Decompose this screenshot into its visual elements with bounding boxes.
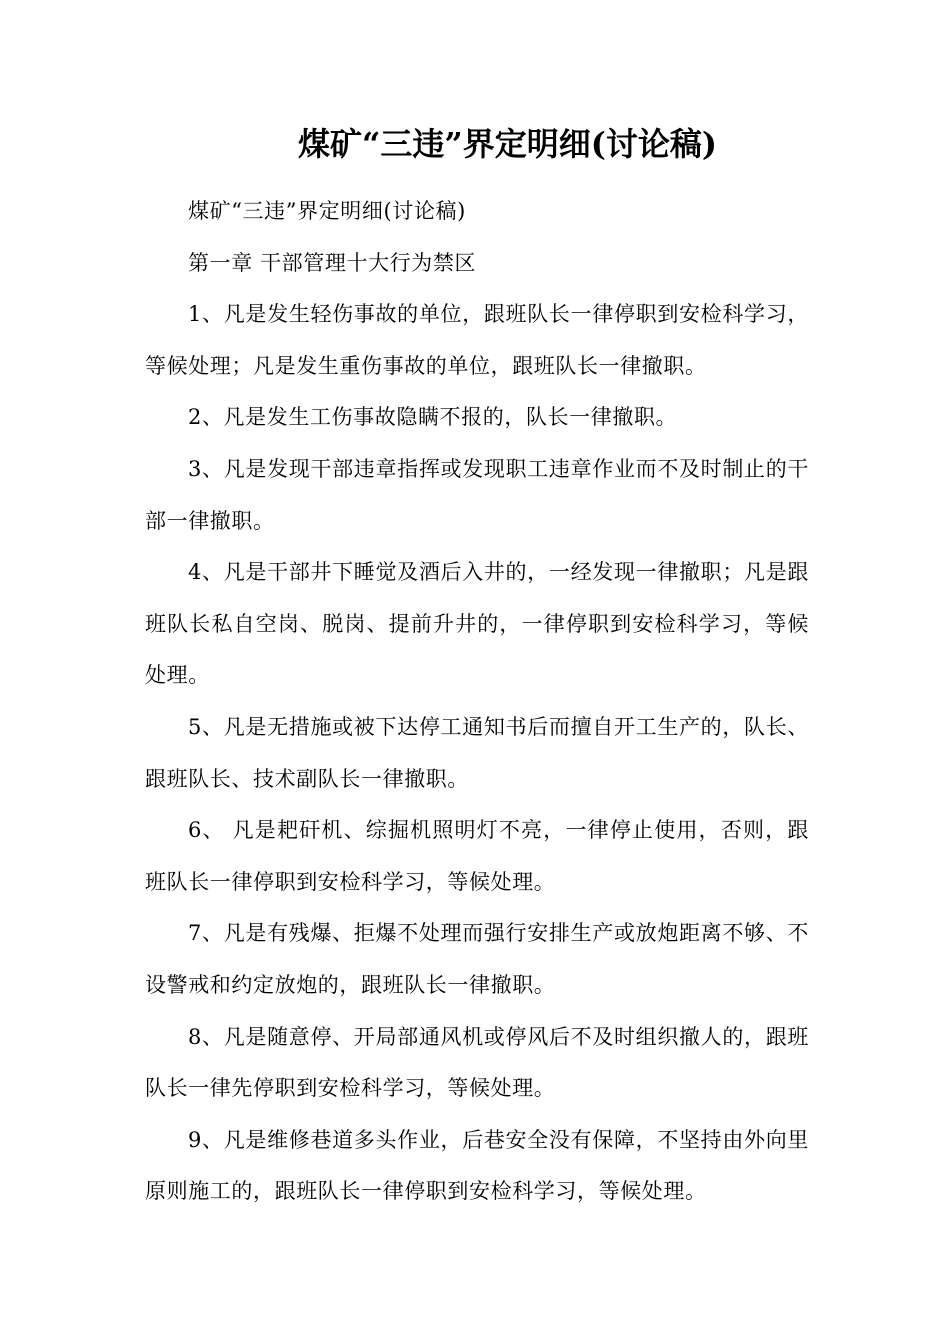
paragraph-item-5: 5、凡是无措施或被下达停工通知书后而擅自开工生产的，队长、跟班队长、技术副队长一律撤职。 xyxy=(145,714,809,791)
paragraph-item-4: 4、凡是干部井下睡觉及酒后入井的，一经发现一律撤职；凡是跟班队长私自空岗、脱岗、提前升井的，一律停职到安检科学习，等候处理。 xyxy=(145,560,809,688)
paragraph-item-8: 8、凡是随意停、开局部通风机或停风后不及时组织撤人的，跟班队长一律先停职到安检科学习，等候处理。 xyxy=(145,1024,809,1101)
paragraph-item-9: 9、凡是维修巷道多头作业，后巷安全没有保障，不坚持由外向里原则施工的，跟班队长一律停职到安检科学习，等候处理。 xyxy=(145,1127,809,1204)
paragraph-subtitle: 煤矿“三违”界定明细(讨论稿) xyxy=(188,199,466,223)
document-title: 煤矿“三违”界定明细(讨论稿) xyxy=(297,125,718,163)
paragraph-item-7: 7、凡是有残爆、拒爆不处理而强行安排生产或放炮距离不够、不设警戒和约定放炮的，跟班队长一律撤职。 xyxy=(145,921,809,997)
paragraph-item-6: 6、 凡是耙矸机、综掘机照明灯不亮，一律停止使用，否则，跟班队长一律停职到安检科学习，等候处理。 xyxy=(145,818,809,894)
paragraph-item-3: 3、凡是发现干部违章指挥或发现职工违章作业而不及时制止的干部一律撤职。 xyxy=(145,456,809,533)
document-body xyxy=(145,186,809,1218)
paragraph-chapter-heading: 第一章 干部管理十大行为禁区 xyxy=(188,250,477,275)
paragraph-item-2: 2、凡是发生工伤事故隐瞒不报的，队长一律撤职。 xyxy=(188,405,678,430)
paragraph-item-1: 1、凡是发生轻伤事故的单位，跟班队长一律停职到安检科学习，等候处理；凡是发生重伤事故的单位，跟班队长一律撤职。 xyxy=(145,302,809,378)
